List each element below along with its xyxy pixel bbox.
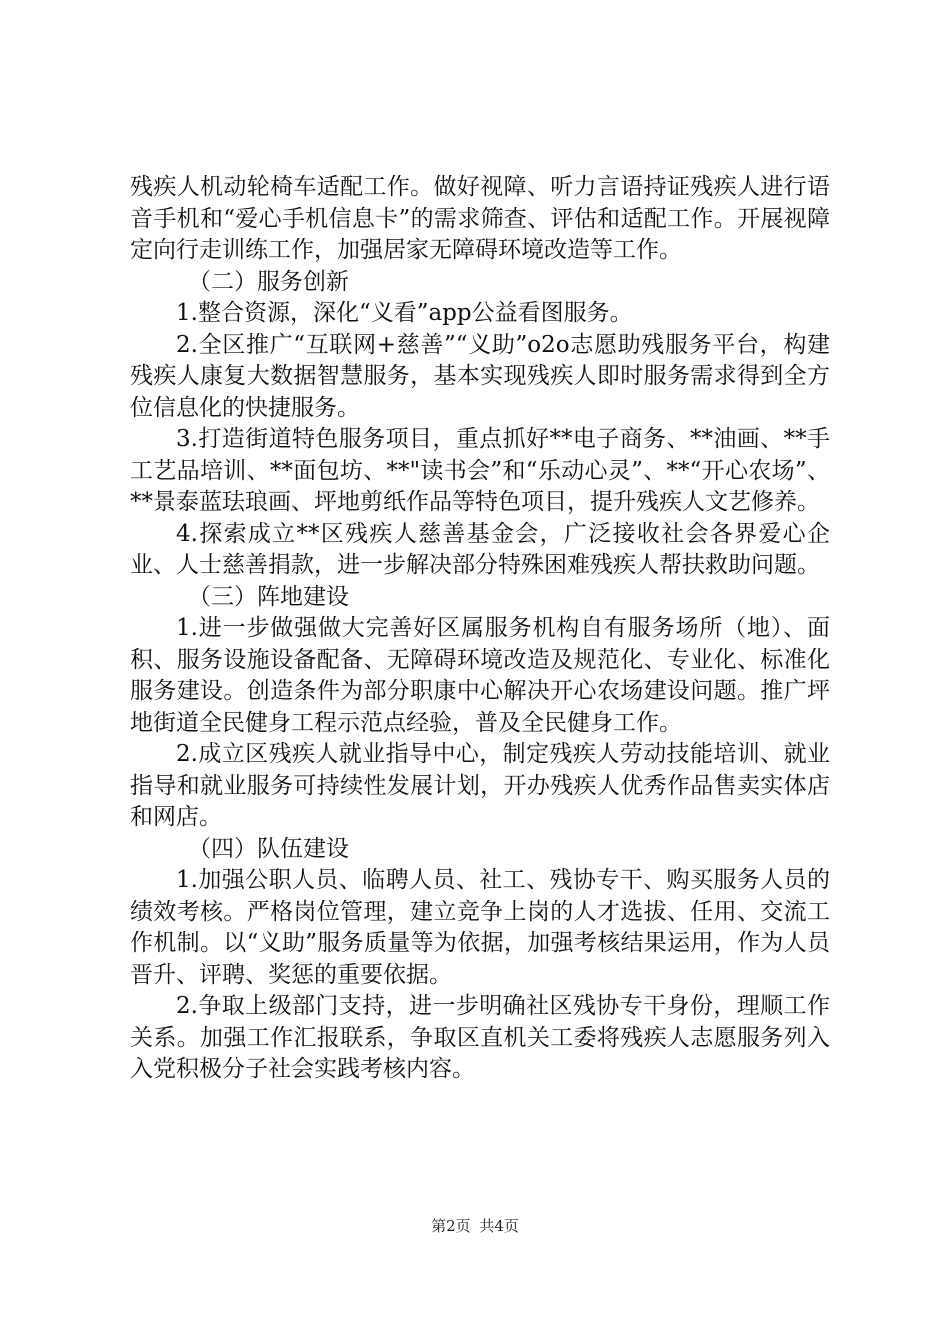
list-item: 4.探索成立**区残疾人慈善基金会，广泛接收社会各界爱心企业、人士慈善捐款，进一步解决部分特殊困难残疾人帮扶救助问题。 <box>130 520 830 578</box>
list-item: 1.整合资源，深化“义看”app公益看图服务。 <box>176 300 633 326</box>
list-item: 1.进一步做强做大完善好区属服务机构自有服务场所（地）、面积、服务设施设备配备、无障碍环境改造及规范化、专业化、标准化服务建设。创造条件为部分职康中心解决开心农场建设问题。推广坪地街道全民健身工程示范点经验，普及全民健身工作。 <box>130 615 830 736</box>
section-heading-service-innovation: （二）服务创新 <box>188 268 349 295</box>
list-item: 2.全区推广“互联网+慈善”“义助”o2o志愿助残服务平台，构建残疾人康复大数据智慧服务，基本实现残疾人即时服务需求得到全方位信息化的快捷服务。 <box>130 331 830 421</box>
paragraph-continued: 残疾人机动轮椅车适配工作。做好视障、听力言语持证残疾人进行语音手机和“爱心手机信息卡”的需求筛查、评估和适配工作。开展视障定向行走训练工作，加强居家无障碍环境改造等工作。 <box>130 174 830 263</box>
list-item: 3.打造街道特色服务项目，重点抓好**电子商务、**油画、**手工艺品培训、**面包坊、**"读书会”和“乐动心灵”、**“开心农场”、**景泰蓝珐琅画、坪地剪纸作品等特色项目，提升残疾人文艺修养。 <box>130 426 830 515</box>
document-body <box>130 172 830 1086</box>
list-item: 1.加强公职人员、临聘人员、社工、残协专干、购买服务人员的绩效考核。严格岗位管理，建立竞争上岗的人才选拔、任用、交流工作机制。以“义助”服务质量等为依据，加强考核结果运用，作为人员晋升、评聘、奖惩的重要依据。 <box>130 867 830 988</box>
section-heading-site-construction: （三）阵地建设 <box>188 583 349 610</box>
section-heading-team-building: （四）队伍建设 <box>188 835 349 862</box>
list-item: 2.争取上级部门支持，进一步明确社区残协专干身份，理顺工作关系。加强工作汇报联系，争取区直机关工委将残疾人志愿服务列入入党积极分子社会实践考核内容。 <box>130 993 830 1082</box>
page-number-footer: 第2页 共4页 <box>431 1217 519 1235</box>
list-item: 2.成立区残疾人就业指导中心，制定残疾人劳动技能培训、就业指导和就业服务可持续性发展计划，开办残疾人优秀作品售卖实体店和网店。 <box>130 741 830 830</box>
